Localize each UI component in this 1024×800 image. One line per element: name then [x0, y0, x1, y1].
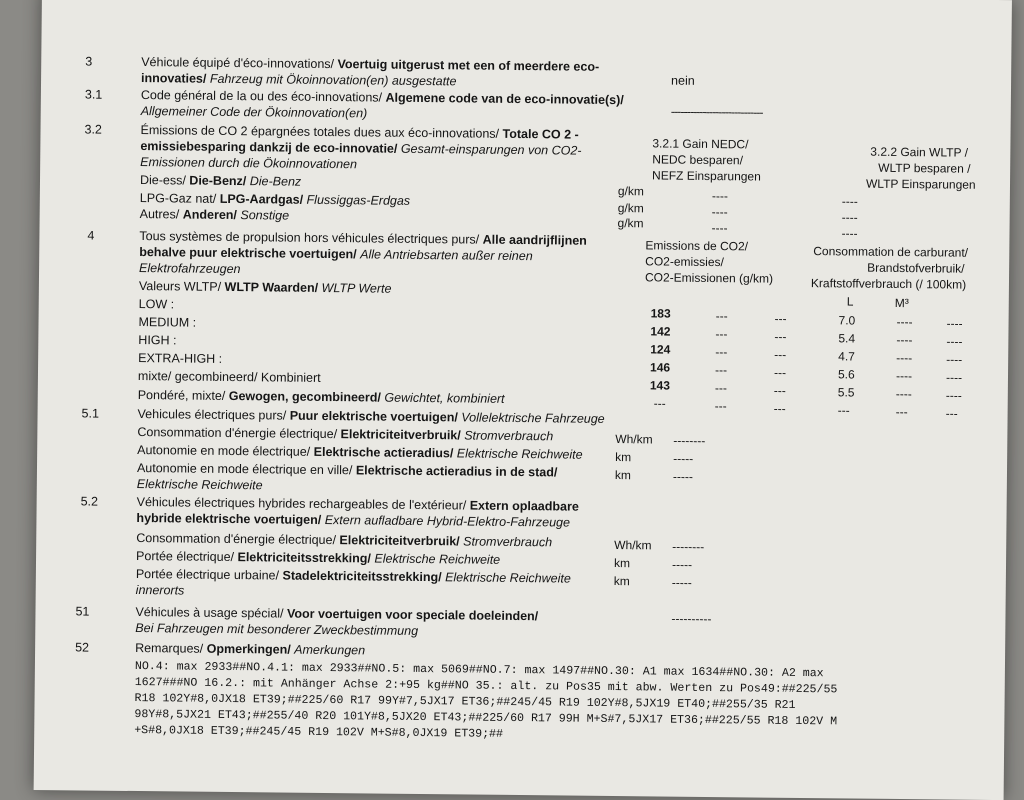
unit: g/km: [617, 216, 644, 231]
value: ----: [946, 352, 963, 367]
unit: km: [613, 556, 631, 571]
value: ----: [945, 370, 963, 385]
value: ---: [837, 403, 850, 418]
value: ----: [841, 226, 858, 241]
unit: Wh/km: [615, 432, 653, 447]
fuel-value: 4.7: [838, 349, 855, 364]
value: -----: [672, 469, 693, 484]
fuel-header-2: Brandstofverbruik/: [867, 260, 965, 276]
value: ---: [774, 329, 787, 344]
fuel-value: 5.4: [838, 331, 856, 346]
value: ---: [945, 406, 958, 421]
unit: g/km: [617, 184, 645, 199]
section-5-2-row-2: Portée électrique/ Elektriciteitsstrekking/ Elektrische Reichweite: [136, 549, 501, 567]
nedc-header-2: NEDC besparen/: [652, 152, 744, 168]
value: ---: [715, 345, 728, 360]
section-4-line-1: Tous systèmes de propulsion hors véhicules électriques purs/ Alle aandrijflijnen: [139, 229, 587, 248]
value: --------: [672, 539, 705, 554]
section-number: 3.2: [84, 122, 103, 137]
fuel-row-label: Die-ess/ Die-Benz/ Die-Benz: [139, 173, 302, 189]
section-3-2-line-3: Emissionen durch die Ökoinnovationen: [140, 155, 358, 172]
document-page: [34, 0, 1012, 800]
nedc-header-1: 3.2.1 Gain NEDC/: [652, 136, 749, 152]
co2-value: 143: [649, 378, 670, 393]
section-51-line-1: Véhicules à usage spécial/ Voor voertuigen voor speciale doeleinden/: [135, 605, 539, 624]
section-3-2-line-1: Émissions de CO 2 épargnées totales dues aux éco-innovations/ Totale CO 2 -: [140, 123, 579, 142]
value: ---: [715, 309, 728, 324]
section-5-2-line-2: hybride elektrische voertuigen/ Extern aufladbare Hybrid-Elektro-Fahrzeuge: [136, 511, 571, 530]
co2-header-2: CO2-emissies/: [645, 254, 724, 270]
co2-value: 183: [650, 306, 671, 321]
value: ---: [653, 396, 666, 411]
section-3-line-2: innovaties/ Fahrzeug mit Ökoinnovation(en) ausgestatte: [141, 71, 457, 89]
remarks-line: +S#8,0JX18 ET39;##245/45 R19 102V M+S#8,0JX19 ET39;##: [134, 724, 504, 741]
wltp-row-label: LOW :: [138, 297, 175, 312]
wltp-row-label: EXTRA-HIGH :: [138, 351, 223, 366]
section-5-1-row-3-line-2: Elektrische Reichweite: [136, 477, 263, 493]
section-3-1-line-2: Allgemeiner Code der Ökoinnovation(en): [140, 104, 368, 121]
unit: km: [615, 450, 632, 465]
value: ---: [895, 404, 908, 420]
section-number: 4: [87, 228, 95, 243]
wltp-header-1: 3.2.2 Gain WLTP /: [870, 144, 969, 160]
value: ----: [896, 314, 913, 330]
section-3-value: nein: [671, 73, 695, 88]
value: ---: [774, 347, 787, 362]
wltp-header-2: WLTP besparen /: [878, 160, 971, 176]
remarks-line: R18 102Y#8,0JX18 ET39;##225/60 R17 99Y#7,5JX17 ET36;##245/45 R19 102Y#8,5JX19 ET40;##255/35 R21: [134, 692, 796, 712]
value: ----: [896, 350, 913, 366]
section-5-2-line-1: Véhicules électriques hybrides rechargeables de l'extérieur/ Extern oplaadbare: [136, 495, 579, 514]
value: ---: [773, 401, 786, 416]
unit: km: [614, 468, 632, 483]
fuel-value: 7.0: [838, 313, 856, 328]
wltp-row-label: MEDIUM :: [138, 315, 197, 330]
section-5-2-row-1: Consommation d'énergie électrique/ Elektriciteitverbruik/ Stromverbrauch: [136, 531, 553, 550]
value: ----: [711, 221, 728, 236]
section-52-line-1: Remarques/ Opmerkingen/ Amerkungen: [135, 641, 366, 658]
section-4-line-2: behalve puur elektrische voertuigen/ Alle Antriebsarten außer reinen: [139, 245, 533, 264]
value: ----: [946, 334, 963, 349]
fuel-row-label: LPG-Gaz nat/ LPG-Aardgas/ Flussiggas-Erdgas: [139, 191, 411, 208]
section-3-line-1: Véhicule équipé d'éco-innovations/ Voertuig uitgerust met een of meerdere eco-: [141, 55, 600, 74]
weighted-row-label: Pondéré, mixte/ Gewogen, gecombineerd/ Gewichtet, kombiniert: [137, 388, 505, 406]
section-3-1-line-1: Code général de la ou des éco-innovations/ Algemene code van de eco-innovatie(s)/: [140, 88, 624, 108]
value: -----: [671, 557, 693, 572]
value: --------: [673, 433, 706, 448]
section-51-line-2: Bei Fahrzeugen mit besonderer Zweckbestimmung: [135, 621, 419, 638]
section-5-1-line-1: Vehicules électriques purs/ Puur elektrische voertuigen/ Vollelektrische Fahrzeuge: [137, 407, 605, 426]
value: ---: [715, 327, 728, 342]
section-number: 5.1: [81, 406, 100, 421]
remarks-line: 98Y#8,5JX21 ET43;##255/40 R20 101Y#8,5JX20 ET43;##225/60 R17 99H M+S#7,5JX17 ET36;##225/55 R18 102V M: [134, 708, 838, 729]
value: ---: [773, 365, 787, 380]
value: ----: [945, 388, 962, 403]
fuel-header-3: Kraftstoffverbrauch (/ 100km): [810, 276, 967, 292]
value: ---: [714, 381, 727, 396]
section-4-line-4: Valeurs WLTP/ WLTP Waarden/ WLTP Werte: [138, 279, 392, 296]
value: ----: [895, 368, 913, 384]
fuel-value: 5.6: [837, 367, 855, 382]
unit: km: [613, 574, 630, 589]
section-number: 5.2: [80, 494, 99, 509]
fuel-header-1: Consommation de carburant/: [813, 244, 969, 260]
section-number: 3.1: [84, 87, 103, 102]
wltp-header-3: WLTP Einsparungen: [865, 176, 976, 192]
value: ----: [841, 210, 858, 225]
section-5-2-row-3-line-2: innerorts: [135, 583, 185, 598]
co2-header-1: Emissions de CO2/: [645, 238, 749, 254]
co2-value: 142: [650, 324, 671, 339]
wltp-row-label: mixte/ gecombineerd/ Kombiniert: [137, 369, 321, 385]
remarks-line: 1627###NO 16.2.: mit Anhänger Achse 2:+95 kg##NO 35.: alt. zu Pos35 mit abw. Werten zu Pos49:##225/55: [134, 676, 838, 697]
remarks-line: NO.4: max 2933##NO.4.1: max 2933##NO.5: max 5069##NO.7: max 1497##NO.30: A1 max 1634##NO.30: A2 max: [134, 660, 824, 681]
section-5-1-row-1: Consommation d'énergie électrique/ Elektriciteitverbruik/ Stromverbrauch: [137, 425, 554, 444]
section-5-1-row-3: Autonomie en mode électrique en ville/ Elektrische actieradius in de stad/: [136, 461, 558, 480]
unit-cubic-meters: M³: [894, 295, 909, 311]
section-5-2-row-3: Portée électrique urbaine/ Stadelektriciteitsstrekking/ Elektrische Reichweite: [135, 567, 571, 586]
section-4-line-3: Elektrofahrzeugen: [139, 261, 241, 277]
value: ---: [774, 311, 787, 326]
section-5-1-row-2: Autonomie en mode électrique/ Elektrische actieradius/ Elektrische Reichweite: [137, 443, 583, 462]
section-number: 52: [75, 640, 90, 655]
co2-value: 124: [650, 342, 671, 357]
fuel-row-label: Autres/ Anderen/ Sonstige: [139, 207, 290, 223]
unit: Wh/km: [614, 538, 652, 553]
co2-value: 146: [650, 360, 671, 375]
value: ---: [773, 383, 786, 398]
fuel-value: 5.5: [837, 385, 855, 400]
value: ----: [896, 332, 913, 348]
unit: g/km: [617, 201, 644, 216]
value: ---: [714, 363, 728, 378]
unit-liters: L: [846, 294, 854, 309]
section-number: 3: [85, 54, 93, 69]
co2-header-3: CO2-Emissionen (g/km): [644, 270, 774, 286]
value: ----: [946, 316, 963, 331]
value: ----: [895, 386, 912, 402]
value: -----: [671, 575, 692, 590]
section-3-2-line-2: emissiebesparing dankzij de eco-innovatie/ Gesamt-einsparungen von CO2-: [140, 139, 582, 158]
value: ----: [711, 205, 728, 220]
value: ----: [711, 189, 728, 204]
section-51-value: ----------: [671, 611, 712, 627]
section-number: 51: [75, 604, 90, 619]
nedc-header-3: NEFZ Einsparungen: [652, 168, 761, 184]
section-3-1-value: -----------------------------: [670, 104, 763, 120]
value: -----: [673, 451, 694, 466]
wltp-row-label: HIGH :: [138, 333, 177, 348]
value: ---: [714, 399, 727, 414]
value: ----: [841, 194, 858, 209]
